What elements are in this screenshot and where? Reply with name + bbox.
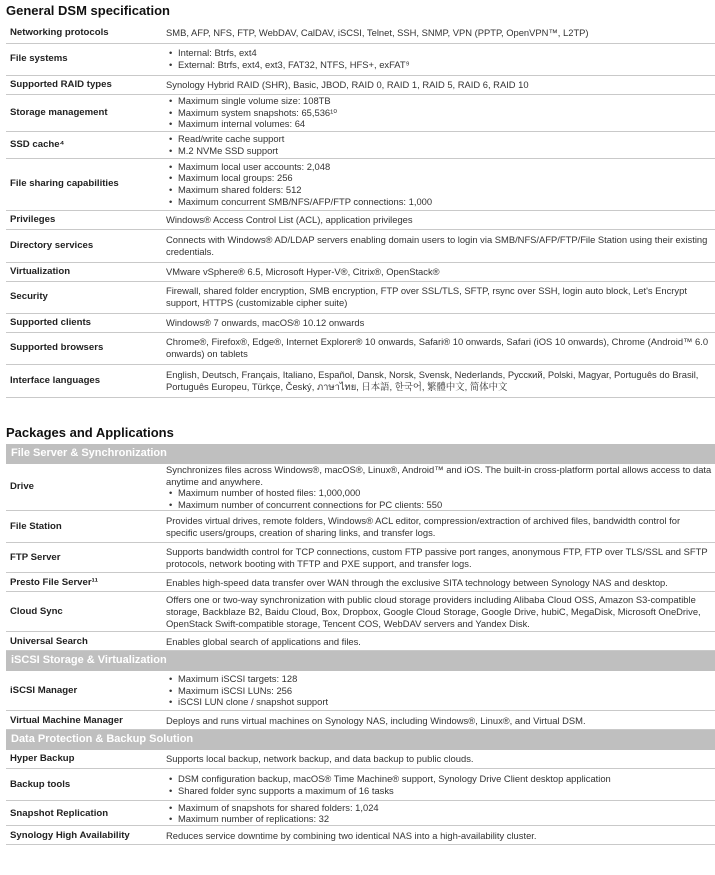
- spec-value: [163, 313, 715, 332]
- spec-row: [6, 573, 715, 592]
- spec-value: [163, 632, 715, 651]
- spec-row: [6, 24, 715, 43]
- spec-row: [6, 75, 715, 94]
- spec-bullet-list: [166, 673, 713, 708]
- packages-table: [6, 444, 715, 845]
- spec-label: Presto File Server¹¹: [6, 573, 163, 592]
- category-band: [6, 730, 715, 750]
- category-band: [6, 651, 715, 671]
- spec-value-text: Enables high-speed data transfer over WAN through the exclusive SITA technology between Synology NAS and desktop.: [166, 576, 668, 588]
- spec-label: SSD cache⁴: [6, 131, 163, 158]
- spec-label: Universal Search: [6, 632, 163, 651]
- spec-bullet-item: • DSM configuration backup, macOS® Time Machine® support, Synology Drive Client desktop application: [166, 773, 713, 785]
- spec-bullet-item: • Maximum system snapshots: 65,536¹⁰: [166, 107, 713, 119]
- spec-value: [163, 262, 715, 281]
- spec-value-text: Connects with Windows® AD/LDAP servers enabling domain users to login via SMB/NFS/AFP/FTP/File Station using their existing credentials.: [166, 233, 708, 257]
- spec-label: Backup tools: [6, 769, 163, 801]
- spec-row: [6, 592, 715, 632]
- spec-value: [163, 543, 715, 573]
- spec-value: [163, 43, 715, 75]
- spec-bullet-item: • Internal: Btrfs, ext4: [166, 47, 713, 59]
- spec-bullet-item: • Maximum shared folders: 512: [166, 184, 713, 196]
- section-title-general: General DSM specification: [6, 3, 170, 18]
- spec-row: [6, 210, 715, 229]
- spec-value: [163, 801, 715, 826]
- spec-bullet-item: • Maximum number of concurrent connections for PC clients: 550: [166, 499, 713, 511]
- spec-bullet-list: [166, 487, 713, 510]
- spec-row: [6, 158, 715, 210]
- spec-value-text: Firewall, shared folder encryption, SMB encryption, FTP over SSL/TLS, SFTP, rsync over SSH, login auto block, Let's Encrypt support, HTTPS (customizable cipher suite): [166, 285, 687, 308]
- section-title-packages: Packages and Applications: [6, 425, 174, 440]
- category-band-title: Data Protection & Backup Solution: [6, 730, 715, 750]
- spec-row: [6, 131, 715, 158]
- spec-value: [163, 210, 715, 229]
- spec-value-text: Supports bandwidth control for TCP connections, custom FTP passive port ranges, anonymous FTP, FTP over TLS/SSL and SFTP protocols, network booting with TFTP and PXE support, and transfer logs.: [166, 546, 708, 569]
- spec-bullet-item: • Shared folder sync supports a maximum of 16 tasks: [166, 785, 713, 797]
- spec-bullet-item: • Maximum iSCSI LUNs: 256: [166, 685, 713, 697]
- spec-value-text: Reduces service downtime by combining two identical NAS into a high-availability cluster.: [166, 829, 537, 841]
- spec-value-text: English, Deutsch, Français, Italiano, Español, Dansk, Norsk, Svensk, Nederlands, Русский, Polski, Magyar, Português do Brasil, Português Europeu, Türkçe, Český, ภาษาไทย, 日本語, 한국어, 繁體中文, 简体中文: [166, 368, 699, 392]
- spec-row: [6, 364, 715, 397]
- spec-label: Supported clients: [6, 313, 163, 332]
- spec-value: [163, 511, 715, 543]
- spec-label: Interface languages: [6, 364, 163, 397]
- spec-row: [6, 464, 715, 511]
- spec-value-text: Offers one or two-way synchronization with public cloud storage providers including Alibaba Cloud OSS, Amazon S3-compatible storage, Backblaze B2, Baidu Cloud, Box, Dropbox, Google Cloud Storage, Google Drive, hubiC, MegaDisk, Microsoft OneDrive, OpenStack Swift-compatible storage, Tencent COS, WebDAV servers and Yandex Disk.: [166, 594, 701, 629]
- spec-value: [163, 364, 715, 397]
- spec-value: [163, 592, 715, 632]
- spec-bullet-item: • Maximum number of replications: 32: [166, 813, 713, 825]
- spec-label: File Station: [6, 511, 163, 543]
- spec-bullet-item: • Maximum concurrent SMB/NFS/AFP/FTP connections: 1,000: [166, 196, 713, 208]
- spec-label: File systems: [6, 43, 163, 75]
- spec-row: [6, 332, 715, 364]
- spec-label: Networking protocols: [6, 24, 163, 43]
- spec-label: Virtual Machine Manager: [6, 711, 163, 730]
- spec-label: Storage management: [6, 94, 163, 131]
- spec-row: [6, 229, 715, 262]
- spec-bullet-item: • Read/write cache support: [166, 133, 713, 145]
- spec-label: Cloud Sync: [6, 592, 163, 632]
- spec-bullet-list: [166, 161, 713, 207]
- spec-value-text: Synchronizes files across Windows®, macOS®, Linux®, Android™ and iOS. The built-in cross-platform portal allows access to data anytime and anywhere.: [166, 464, 712, 487]
- spec-bullet-item: • Maximum of snapshots for shared folders: 1,024: [166, 802, 713, 814]
- spec-value: [163, 826, 715, 845]
- spec-bullet-item: • Maximum single volume size: 108TB: [166, 95, 713, 107]
- spec-bullet-item: • Maximum local user accounts: 2,048: [166, 161, 713, 173]
- spec-value: [163, 711, 715, 730]
- spec-label: FTP Server: [6, 543, 163, 573]
- spec-row: [6, 543, 715, 573]
- spec-value: [163, 75, 715, 94]
- spec-label: Privileges: [6, 210, 163, 229]
- spec-bullet-item: • Maximum internal volumes: 64: [166, 118, 713, 130]
- spec-row: [6, 313, 715, 332]
- spec-bullet-list: [166, 773, 713, 796]
- spec-value: [163, 24, 715, 43]
- spec-label: Security: [6, 281, 163, 313]
- category-band-title: File Server & Synchronization: [6, 444, 715, 464]
- spec-value: [163, 464, 715, 511]
- spec-row: [6, 632, 715, 651]
- spec-bullet-item: • iSCSI LUN clone / snapshot support: [166, 696, 713, 708]
- spec-value-text: Windows® 7 onwards, macOS® 10.12 onwards: [166, 316, 365, 328]
- spec-row: [6, 281, 715, 313]
- spec-label: File sharing capabilities: [6, 158, 163, 210]
- spec-value: [163, 573, 715, 592]
- spec-label: Directory services: [6, 229, 163, 262]
- spec-label: Supported RAID types: [6, 75, 163, 94]
- spec-bullet-item: • Maximum local groups: 256: [166, 172, 713, 184]
- spec-value-text: Synology Hybrid RAID (SHR), Basic, JBOD, RAID 0, RAID 1, RAID 5, RAID 6, RAID 10: [166, 78, 529, 90]
- spec-label: Synology High Availability: [6, 826, 163, 845]
- general-spec-table: [6, 24, 715, 398]
- spec-value: [163, 750, 715, 769]
- spec-value-text: Provides virtual drives, remote folders, Windows® ACL editor, compression/extraction of archived files, bandwidth control for specific users/groups, creation of sharing links, and transfer logs.: [166, 515, 681, 538]
- spec-value: [163, 332, 715, 364]
- spec-bullet-item: • External: Btrfs, ext4, ext3, FAT32, NTFS, HFS+, exFAT⁹: [166, 59, 713, 71]
- spec-row: [6, 43, 715, 75]
- spec-row: [6, 94, 715, 131]
- category-band-title: iSCSI Storage & Virtualization: [6, 651, 715, 671]
- spec-value-text: Windows® Access Control List (ACL), application privileges: [166, 213, 413, 225]
- spec-bullet-list: [166, 802, 713, 825]
- spec-label: Supported browsers: [6, 332, 163, 364]
- spec-value: [163, 131, 715, 158]
- spec-bullet-item: • M.2 NVMe SSD support: [166, 145, 713, 157]
- spec-row: [6, 801, 715, 826]
- spec-value: [163, 158, 715, 210]
- spec-bullet-item: • Maximum iSCSI targets: 128: [166, 673, 713, 685]
- spec-value-text: SMB, AFP, NFS, FTP, WebDAV, CalDAV, iSCSI, Telnet, SSH, SNMP, VPN (PPTP, OpenVPN™, L2TP): [166, 27, 589, 39]
- spec-label: iSCSI Manager: [6, 671, 163, 711]
- spec-value: [163, 281, 715, 313]
- spec-value-text: Chrome®, Firefox®, Edge®, Internet Explorer® 10 onwards, Safari® 10 onwards, Safari (iOS 10 onwards), Chrome (Android™ 6.0 onwards) on tablets: [166, 336, 709, 359]
- spec-value: [163, 94, 715, 131]
- spec-row: [6, 769, 715, 801]
- spec-label: Snapshot Replication: [6, 801, 163, 826]
- spec-bullet-list: [166, 47, 713, 70]
- spec-bullet-list: [166, 95, 713, 130]
- spec-row: [6, 262, 715, 281]
- spec-value-text: Deploys and runs virtual machines on Synology NAS, including Windows®, Linux®, and Virtual DSM.: [166, 714, 586, 726]
- spec-bullet-list: [166, 133, 713, 156]
- spec-row: [6, 511, 715, 543]
- spec-value: [163, 769, 715, 801]
- spec-label: Hyper Backup: [6, 750, 163, 769]
- spec-label: Virtualization: [6, 262, 163, 281]
- spec-row: [6, 750, 715, 769]
- spec-value: [163, 671, 715, 711]
- spec-row: [6, 671, 715, 711]
- spec-label: Drive: [6, 464, 163, 511]
- spec-row: [6, 826, 715, 845]
- category-band: [6, 444, 715, 464]
- spec-value: [163, 229, 715, 262]
- spec-bullet-item: • Maximum number of hosted files: 1,000,000: [166, 487, 713, 499]
- spec-value-text: VMware vSphere® 6.5, Microsoft Hyper-V®, Citrix®, OpenStack®: [166, 265, 440, 277]
- spec-value-text: Enables global search of applications and files.: [166, 635, 361, 647]
- spec-row: [6, 711, 715, 730]
- spec-value-text: Supports local backup, network backup, and data backup to public clouds.: [166, 753, 474, 765]
